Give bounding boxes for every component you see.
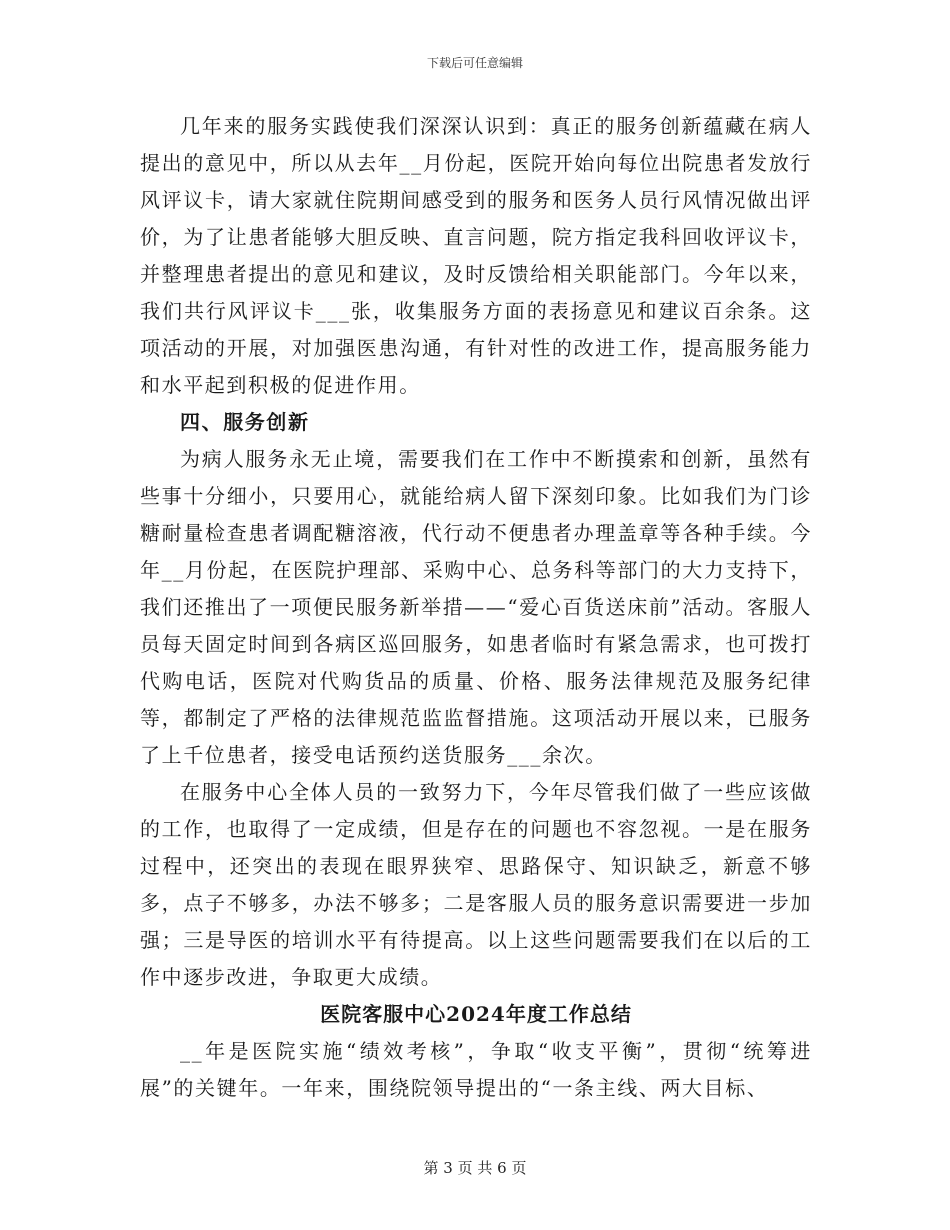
section-heading-service-innovation: 四、服务创新	[180, 410, 310, 434]
paragraph-problems: 在服务中心全体人员的一致努力下，今年尽管我们做了一些应该做的工作，也取得了一定成绩，但是存在的问题也不容忽视。一是在服务过程中，还突出的表现在眼界狭窄、思路保守、知识缺乏，新意不够多，点子不够多，办法不够多；二是客服人员的服务意识需要进一步加强；三是导医的培训水平有待提高。以上这些问题需要我们在以后的工作中逐步改进，争取更大成绩。	[140, 780, 812, 989]
paragraph-service-innovation: 为病人服务永无止境，需要我们在工作中不断摸索和创新，虽然有些事十分细小，只要用心，就能给病人留下深刻印象。比如我们为门诊糖耐量检查患者调配糖溶液，代行动不便患者办理盖章等各种手续。今年__月份起，在医院护理部、采购中心、总务科等部门的大力支持下，我们还推出了一项便民服务新举措——“爱心百货送床前”活动。客服人员每天固定时间到各病区巡回服务，如患者临时有紧急需求，也可拨打代购电话，医院对代购货品的质量、价格、服务法律规范及服务纪律等，都制定了严格的法律规范监监督措施。这项活动开展以来，已服务了上千位患者，接受电话预约送货服务___余次。	[140, 447, 812, 767]
paragraph-annual-summary-intro: __年是医院实施“绩效考核”，争取“收支平衡”，贯彻“统筹进展”的关键年。一年来，围绕院领导提出的“一条主线、两大目标、	[140, 1039, 812, 1100]
document-title: 医院客服中心2024年度工作总结	[320, 1002, 632, 1026]
page-header-note: 下载后可任意编辑	[426, 56, 523, 70]
document-body	[140, 108, 812, 1107]
paragraph-feedback-card: 几年来的服务实践使我们深深认识到：真正的服务创新蕴藏在病人提出的意见中，所以从去年__月份起，医院开始向每位出院患者发放行风评议卡，请大家就住院期间感受到的服务和医务人员行风情况做出评价，为了让患者能够大胆反映、直言问题，院方指定我科回收评议卡，并整理患者提出的意见和建议，及时反馈给相关职能部门。今年以来，我们共行风评议卡___张，收集服务方面的表扬意见和建议百余条。这项活动的开展，对加强医患沟通，有针对性的改进工作，提高服务能力和水平起到积极的促进作用。	[140, 114, 812, 397]
page-number-footer: 第 3 页 共 6 页	[423, 1159, 527, 1177]
